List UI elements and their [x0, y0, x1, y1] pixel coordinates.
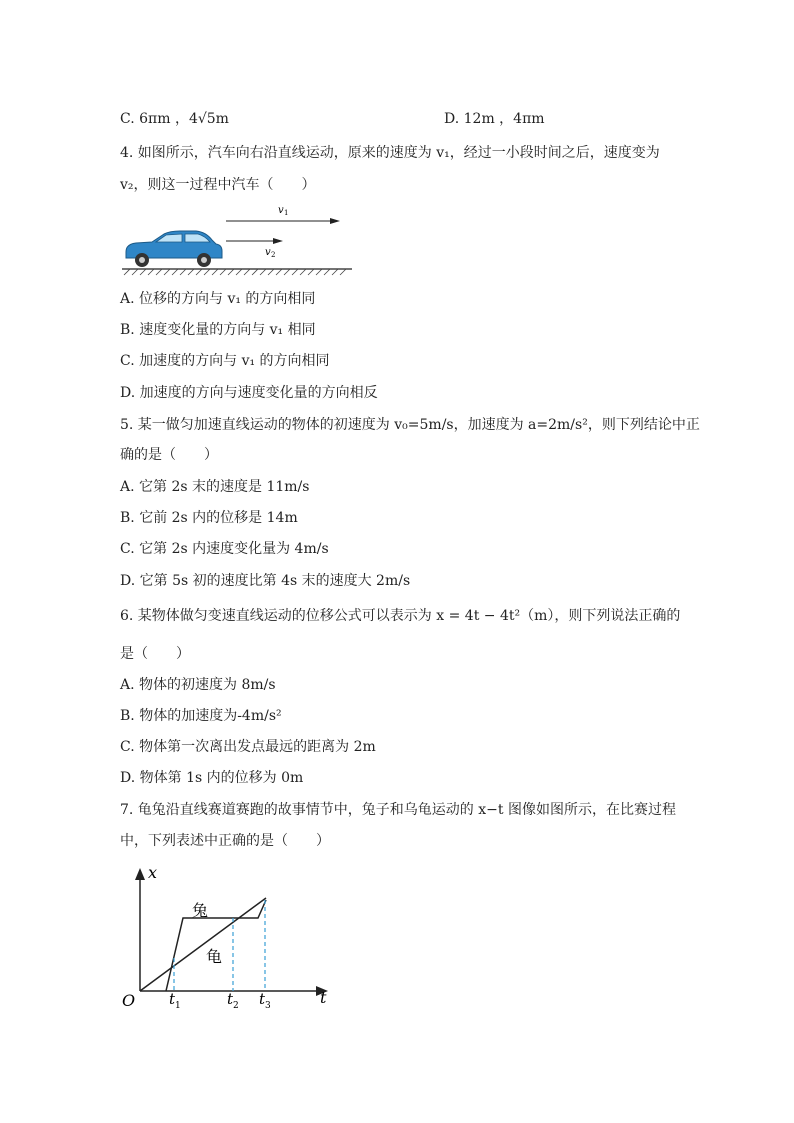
t2-label: t [227, 990, 234, 1008]
q6-option-c: C. 物体第一次离出发点最远的距离为 2m [120, 739, 376, 755]
q6-option-b: B. 物体的加速度为-4m/s² [120, 708, 282, 724]
q6-stem-line2: 是（ ） [120, 646, 190, 662]
car-figure [118, 200, 358, 280]
q7-stem-line1: 7. 龟兔沿直线赛道赛跑的故事情节中，兔子和乌龟运动的 x−t 图像如图所示，在比赛过程 [120, 802, 676, 818]
q5-stem-line1: 5. 某一做匀加速直线运动的物体的初速度为 v₀=5m/s，加速度为 a=2m/s²，则下列结论中正 [120, 417, 700, 433]
q5-option-d: D. 它第 5s 初的速度比第 4s 末的速度大 2m/s [120, 573, 411, 589]
v2-arrow-icon [273, 238, 283, 244]
y-axis-label: x [148, 863, 158, 882]
q5-stem-line2: 确的是（ ） [120, 447, 218, 463]
v2-label: v [265, 247, 271, 258]
t3-label-sub: 3 [265, 1001, 271, 1011]
car-icon [126, 231, 222, 267]
rabbit-line [166, 900, 266, 991]
x-axis-label: t [320, 988, 327, 1007]
t1-label-sub: 1 [175, 1001, 181, 1011]
q3-option-d: D. 12m ，4πm [444, 111, 545, 127]
q4-option-c: C. 加速度的方向与 v₁ 的方向相同 [120, 353, 330, 369]
v2-label-sub: 2 [271, 251, 276, 259]
v1-arrow-icon [330, 218, 340, 224]
q5-option-c: C. 它第 2s 内速度变化量为 4m/s [120, 541, 329, 557]
v1-label: v [278, 205, 284, 216]
origin-label: O [122, 991, 136, 1010]
xt-graph [118, 858, 338, 1018]
rabbit-label: 兔 [192, 901, 209, 920]
turtle-label: 龟 [206, 947, 223, 966]
q6-option-a: A. 物体的初速度为 8m/s [120, 677, 276, 693]
q7-stem-line2: 中，下列表述中正确的是（ ） [120, 833, 330, 849]
y-axis-arrow-icon [135, 868, 145, 880]
q5-option-b: B. 它前 2s 内的位移是 14m [120, 510, 298, 526]
q4-option-b: B. 速度变化量的方向与 v₁ 相同 [120, 322, 316, 338]
q4-option-a: A. 位移的方向与 v₁ 的方向相同 [120, 291, 316, 307]
q4-option-d: D. 加速度的方向与速度变化量的方向相反 [120, 385, 378, 401]
t2-label-sub: 2 [233, 1001, 239, 1011]
v1-label-sub: 1 [284, 209, 289, 217]
q3-option-c: C. 6πm ，4√5m [120, 111, 229, 127]
t1-label: t [169, 990, 176, 1008]
q6-option-d: D. 物体第 1s 内的位移为 0m [120, 770, 304, 786]
q5-option-a: A. 它第 2s 末的速度是 11m/s [120, 479, 310, 495]
q4-stem-line1: 4. 如图所示，汽车向右沿直线运动，原来的速度为 v₁，经过一小段时间之后，速度变为 [120, 145, 660, 161]
t3-label: t [259, 990, 266, 1008]
q6-stem-line1: 6. 某物体做匀变速直线运动的位移公式可以表示为 x = 4t − 4t²（m），则下列说法正确的 [120, 608, 681, 624]
q4-stem-line2: v₂，则这一过程中汽车（ ） [120, 177, 316, 193]
